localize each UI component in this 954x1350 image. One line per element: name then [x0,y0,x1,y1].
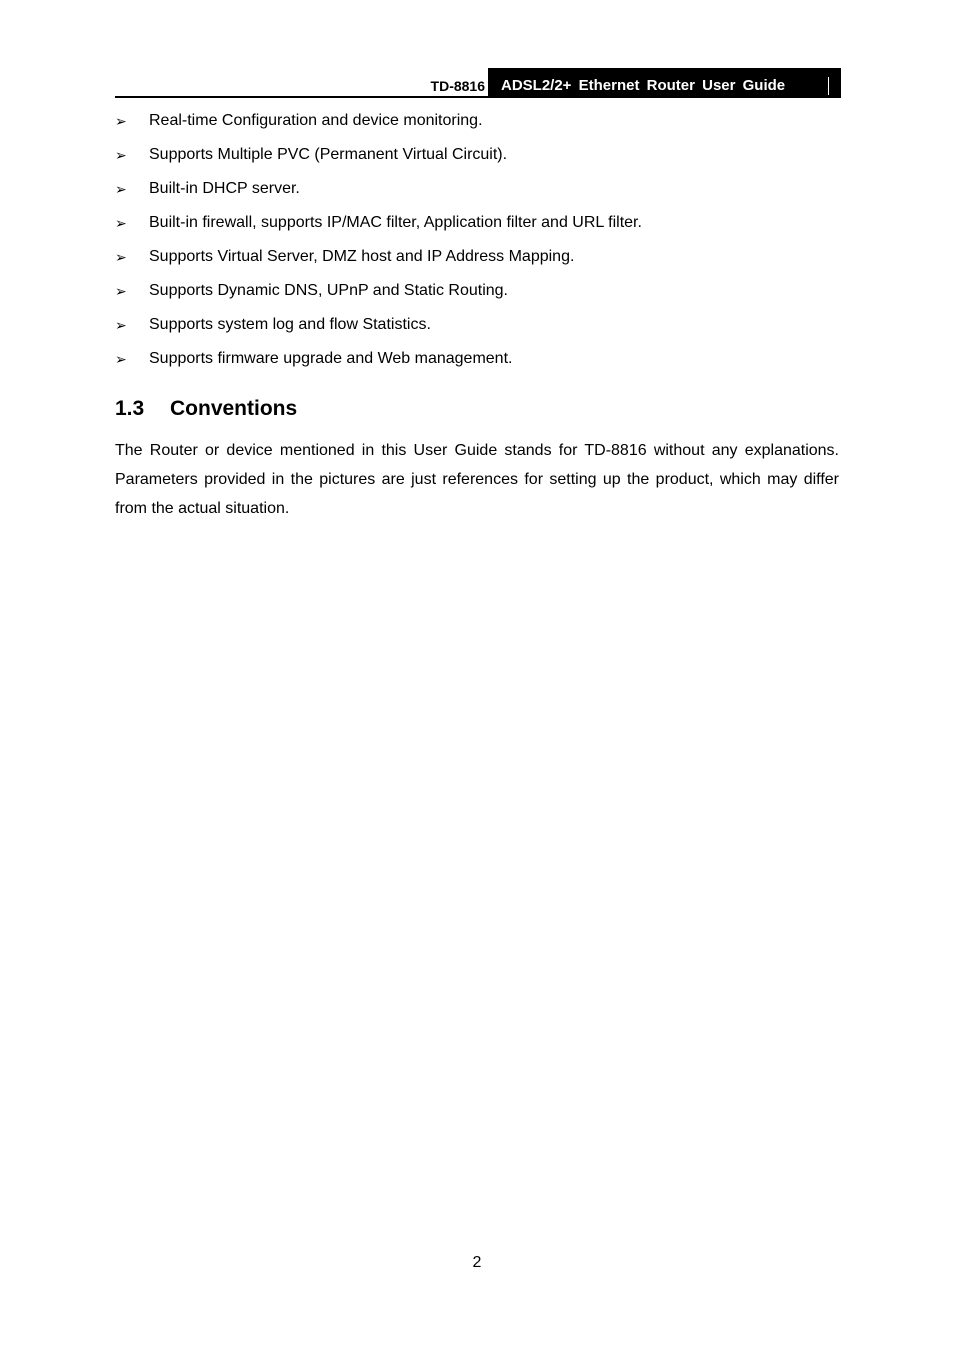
feature-text: Built-in DHCP server. [149,180,300,197]
feature-text: Supports Multiple PVC (Permanent Virtual Circuit). [149,146,508,163]
header-model: TD-8816 [430,78,485,94]
feature-text: Supports Dynamic DNS, UPnP and Static Routing. [149,282,508,299]
page-number: 2 [472,1254,482,1271]
header-rule [115,96,841,98]
arrow-bullet-icon: ➢ [115,181,127,197]
section-title: Conventions [170,397,298,420]
header-title-box [488,68,841,98]
header-box-divider [828,77,829,95]
arrow-bullet-icon: ➢ [115,351,127,367]
feature-text: Supports firmware upgrade and Web management. [149,350,513,367]
page-header [115,68,841,98]
arrow-bullet-icon: ➢ [115,147,127,163]
feature-text: Supports system log and flow Statistics. [149,316,431,333]
section-heading [115,396,297,422]
feature-text: Supports Virtual Server, DMZ host and IP Address Mapping. [149,248,575,265]
header-guide-title: ADSL2/2+ Ethernet Router User Guide [501,77,786,94]
section-number: 1.3 [115,397,145,420]
arrow-bullet-icon: ➢ [115,283,127,299]
arrow-bullet-icon: ➢ [115,317,127,333]
arrow-bullet-icon: ➢ [115,249,127,265]
arrow-bullet-icon: ➢ [115,113,127,129]
arrow-bullet-icon: ➢ [115,215,127,231]
feature-text: Real-time Configuration and device monitoring. [149,112,483,129]
feature-text: Built-in firewall, supports IP/MAC filter, Application filter and URL filter. [149,214,642,231]
section-paragraph: The Router or device mentioned in this User Guide stands for TD-8816 without any explanations. Parameters provided in the pictures are just references for setting up the product, which may differ from the actual situation. [115,442,839,517]
